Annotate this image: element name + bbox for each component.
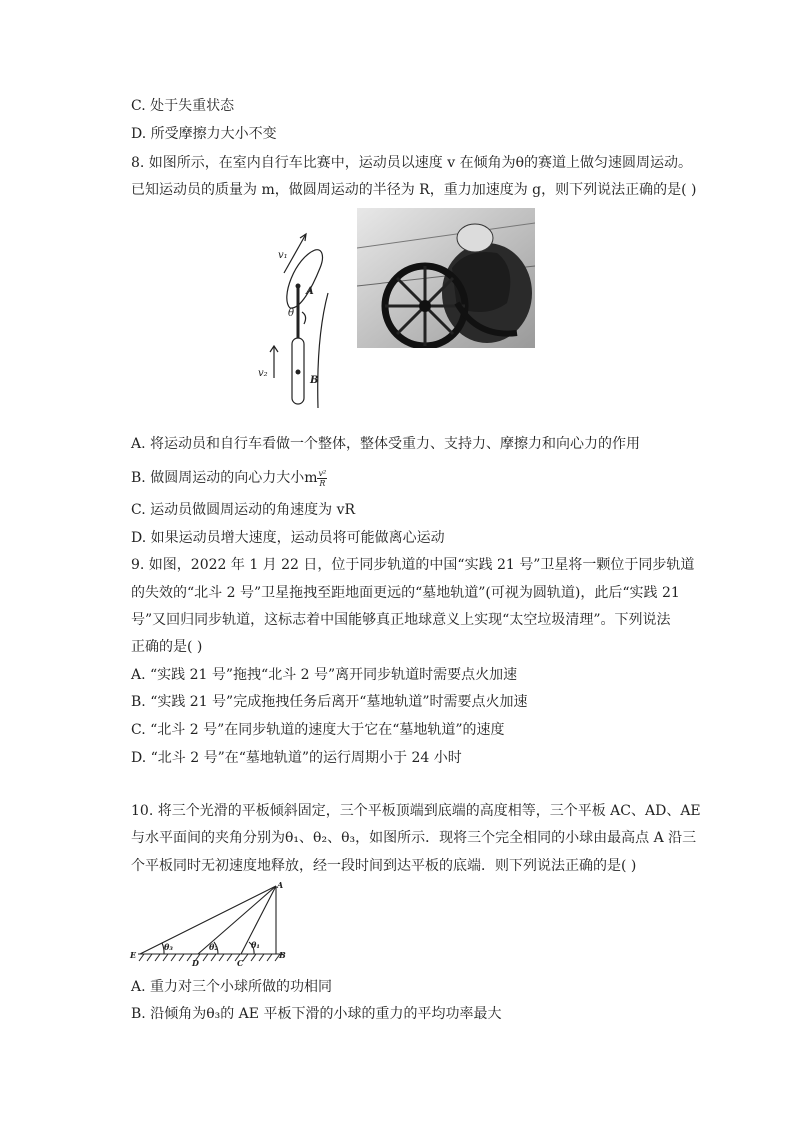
cyclist-helmet [457,224,493,252]
q8-option-b [131,468,327,488]
q7-option-c: C. 处于失重状态 [131,98,235,114]
fraction-numerator: v² [318,468,327,478]
label-C: C [237,958,244,968]
q7-option-d: D. 所受摩擦力大小不变 [131,126,277,142]
q9-option-b: B. “实践 21 号”完成拖拽任务后离开“墓地轨道”时需要点火加速 [131,694,528,710]
label-v2: v₂ [258,368,268,379]
q9-stem-line1: 9. 如图，2022 年 1 月 22 日，位于同步轨道的中国“实践 21 号”卫星将一颗位于同步轨道 [131,557,695,573]
q8-option-d: D. 如果运动员增大速度，运动员将可能做离心运动 [131,530,445,546]
q8-stem-line2: 已知运动员的质量为 m，做圆周运动的半径为 R，重力加速度为 g，则下列说法正确的是( ) [131,182,697,198]
q8-option-b-text: B. 做圆周运动的向心力大小m [131,470,318,486]
label-A: A [277,880,284,890]
q9-option-a: A. “实践 21 号”拖拽“北斗 2 号”离开同步轨道时需要点火加速 [131,667,518,683]
track-curve [318,293,328,408]
q8-option-a: A. 将运动员和自行车看做一个整体，整体受重力、支持力、摩擦力和向心力的作用 [131,436,641,452]
label-A: A [306,286,314,297]
label-E: E [130,950,137,960]
label-v1: v₁ [278,250,288,261]
q10-option-a: A. 重力对三个小球所做的功相同 [131,979,333,995]
label-theta2: θ₂ [209,942,218,952]
q10-inclined-planes-diagram [128,880,288,970]
q9-stem-line2: 的失效的“北斗 2 号”卫星拖拽至距地面更远的“墓地轨道”(可视为圆轨道)，此后“实践 21 [131,585,680,601]
fraction-v2-over-R [317,469,327,488]
q8-stem-line1: 8. 如图所示，在室内自行车比赛中，运动员以速度 v 在倾角为θ的赛道上做匀速圆周运动。 [131,155,693,171]
q10-option-b: B. 沿倾角为θ₃的 AE 平板下滑的小球的重力的平均功率最大 [131,1006,502,1022]
label-D: D [192,958,199,968]
label-B: B [310,375,319,386]
label-theta3: θ₃ [164,942,173,952]
q8-cyclist-photo [357,208,535,348]
q9-stem-line4: 正确的是( ) [131,639,203,655]
q9-option-c: C. “北斗 2 号”在同步轨道的速度大于它在“墓地轨道”的速度 [131,722,505,738]
q9-stem-line3: 号”又回归同步轨道，这标志着中国能够真正地球意义上实现“太空垃圾清理”。下列说法 [131,612,671,628]
q10-stem-line2: 与水平面间的夹角分别为θ₁、θ₂、θ₃，如图所示．现将三个完全相同的小球由最高点 A 沿三 [131,830,697,846]
q10-stem-line3: 个平板同时无初速度地释放，经一段时间到达平板的底端．则下列说法正确的是( ) [131,858,637,874]
q8-option-c: C. 运动员做圆周运动的角速度为 vR [131,502,356,518]
q10-stem-line1: 10. 将三个光滑的平板倾斜固定，三个平板顶端到底端的高度相等，三个平板 AC、AD、AE [131,803,701,819]
q9-option-d: D. “北斗 2 号”在“墓地轨道”的运行周期小于 24 小时 [131,750,462,766]
label-theta: θ [288,308,295,319]
label-B: B [279,950,286,960]
label-theta1: θ₁ [251,940,260,950]
q8-bicycle-diagram [250,228,345,413]
fraction-denominator: R [319,478,326,488]
